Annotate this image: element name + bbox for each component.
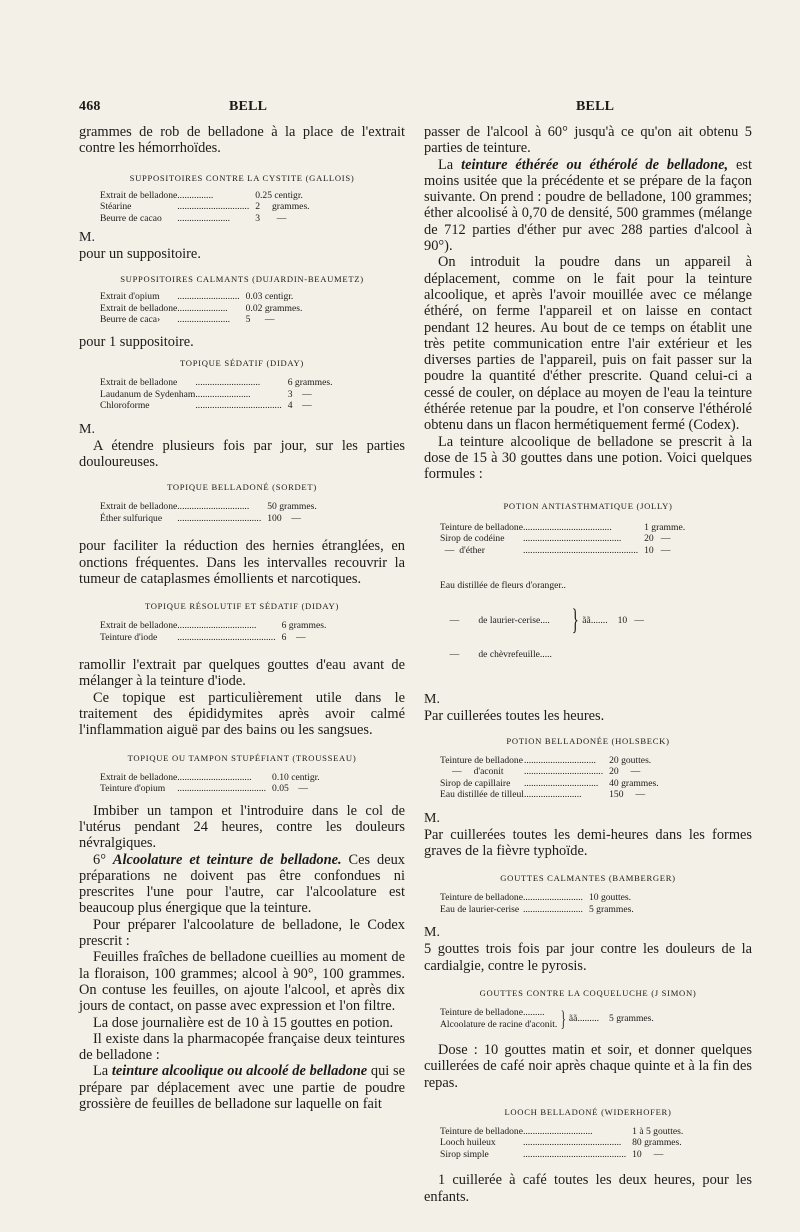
paragraph-text: qui se prépare par déplacement avec une partie de poudre grossière de feuilles de belladone sur laquelle on fait <box>79 1063 405 1112</box>
paragraph: La teinture alcoolique de belladone se prescrit à la dose de 15 à 30 gouttes dans une potion. Voici quelques formules : <box>424 433 752 483</box>
recipe-row <box>440 766 659 778</box>
recipe-suppositoires-calmants <box>79 274 405 326</box>
leader-dots: ................................. <box>177 620 257 632</box>
misce-label: M. <box>424 925 440 941</box>
recipe-potion-belladonee <box>424 736 752 801</box>
ingredient-name: Extrait de belladone <box>100 501 178 513</box>
leader-dots: ......................................... <box>177 631 276 643</box>
term-title: teinture alcoolique ou alcoolé de belladone <box>111 1063 368 1080</box>
recipe-row <box>100 632 326 644</box>
recipe-table <box>440 755 659 801</box>
ingredient-name: Stéarine <box>100 201 132 213</box>
recipe-row <box>440 522 685 534</box>
leader-dots: .............................. <box>177 201 250 213</box>
ingredient-name: Teinture de belladone <box>440 1125 523 1137</box>
ingredient-name: Teinture d'iode <box>100 631 158 643</box>
leader-dots: ...................... <box>177 212 231 224</box>
ingredient-quantity: 40 grammes. <box>609 777 659 789</box>
ingredient-name: — de laurier-cerise.... <box>440 614 550 626</box>
ingredient-quantity: 6 — <box>281 631 306 643</box>
ingredient-name: — d'éther <box>440 544 485 556</box>
ingredient-quantity: 0.05 — <box>272 783 308 795</box>
leader-dots: ................................................ <box>522 544 639 556</box>
recipe-title: SUPPOSITOIRES CONTRE LA CYSTITE (GALLOIS) <box>129 172 355 183</box>
recipe-row <box>100 291 302 303</box>
ingredient-name: — d'aconit <box>440 766 504 778</box>
paragraph: pour un suppositoire. <box>79 246 201 263</box>
recipe-table <box>100 620 326 643</box>
recipe-table <box>440 1126 683 1161</box>
section-number: 6° <box>93 851 106 868</box>
recipe-table <box>440 892 634 915</box>
ingredient-quantity: 100 — <box>267 512 301 524</box>
leader-dots: ........................ <box>523 789 582 801</box>
recipe-row <box>440 1149 683 1161</box>
ingredient-quantity: 1 gramme. <box>644 521 686 533</box>
ingredient-name: — de chèvrefeuille..... <box>440 649 552 661</box>
ingredient-quantity: 10 — <box>644 544 671 556</box>
recipe-title: TOPIQUE BELLADONÉ (SORDET) <box>167 482 317 493</box>
leader-dots: ....... <box>590 614 608 626</box>
ingredient-name: Looch huileux <box>440 1137 496 1149</box>
ingredient-quantity: 80 grammes. <box>632 1137 682 1149</box>
paragraph: Feuilles fraîches de belladone cueillies au moment de la floraison, 100 grammes; alcool à 90°, 100 grammes. On contuse les feuilles, on ajoute l'alcool, et après dix jours de contact, on passe avec expression et l'on filtre. <box>79 949 405 1015</box>
right-column <box>424 124 752 1205</box>
recipe-row <box>100 190 310 202</box>
ingredient-quantity: 2 grammes. <box>255 201 310 213</box>
ingredient-name: Chloroforme <box>100 400 150 412</box>
ingredient-quantity: 10 — <box>632 1148 664 1160</box>
paragraph-text: La <box>438 156 454 173</box>
recipe-title: POTION ANTIASTHMATIQUE (JOLLY) <box>503 500 673 511</box>
paragraph: A étendre plusieurs fois par jour, sur les parties douloureuses. <box>79 437 405 470</box>
leader-dots: ..................................... <box>522 521 612 533</box>
misce-label: M. <box>79 421 95 437</box>
leader-dots: ......................................... <box>522 1137 622 1149</box>
recipe-row <box>100 513 317 525</box>
paragraph: Imbiber un tampon et l'introduire dans le col de l'utérus pendant 24 heures, contre les douleurs névralgiques. <box>79 802 405 852</box>
ingredient-name: Sirop de codéine <box>440 533 505 545</box>
ingredient-name: Teinture de belladone <box>440 521 523 533</box>
ingredient-name: Eau de laurier-cerise <box>440 903 520 915</box>
ingredient-name: Teinture d'opium <box>100 783 166 795</box>
recipe-topique-belladone <box>79 482 405 524</box>
ingredient-quantity: 0.03 centigr. <box>245 291 294 303</box>
ingredient-quantity: 10 — <box>617 614 644 626</box>
leader-dots: ............... <box>177 189 214 201</box>
leader-dots: .............................. <box>177 501 250 513</box>
ingredient-quantity: 20 — <box>644 533 671 545</box>
section-title: Alcoolature et teinture de belladone. <box>112 851 342 868</box>
ingredient-quantity: 10 gouttes. <box>588 892 632 904</box>
paragraph-text: Ces deux préparations ne doivent pas être confondues ni prescrites l'une pour l'autre, car l'alcoolature est beaucoup plus énergique que la teinture. <box>79 851 405 917</box>
paragraph: Dose : 10 gouttes matin et soir, et donner quelques cuillerées de café noir après chaque quinte et à la fin des repas. <box>424 1042 752 1091</box>
leader-dots: ................................. <box>523 766 604 778</box>
leader-dots: ...................... <box>177 314 231 326</box>
recipe-row <box>440 1126 683 1138</box>
recipe-row <box>440 789 659 801</box>
ingredient-name: Eau distillée de fleurs d'oranger.. <box>440 580 566 592</box>
paragraph: ramollir l'extrait par quelques gouttes d'eau avant de mélanger à la teinture d'iode. <box>79 657 405 690</box>
ingredient-name: Teinture de belladone <box>440 754 523 766</box>
recipe-row <box>100 400 333 412</box>
ingredient-group-names <box>440 1007 557 1030</box>
recipe-table <box>440 522 685 557</box>
ingredient-quantity: 5 grammes. <box>588 903 634 915</box>
recipe-group-table <box>440 557 644 684</box>
leader-dots: ......................... <box>522 903 583 915</box>
recipe-topique-sedatif <box>79 358 405 412</box>
recipe-title: TOPIQUE OU TAMPON STUPÉFIANT (TROUSSEAU) <box>127 752 357 763</box>
paragraph: Par cuillerées toutes les heures. <box>424 707 605 724</box>
recipe-title: TOPIQUE RÉSOLUTIF ET SÉDATIF (DIDAY) <box>144 601 340 612</box>
leader-dots: ............................... <box>523 777 599 789</box>
left-running-head: BELL <box>229 99 268 114</box>
recipe-row <box>100 389 333 401</box>
recipe-row <box>100 314 302 326</box>
recipe-table <box>100 501 317 524</box>
ingredient-name: Laudanum de Sydenham <box>100 388 196 400</box>
recipe-row <box>440 904 634 916</box>
ingredient-quantity: 50 grammes. <box>267 501 317 513</box>
paragraph: On introduit la poudre dans un appareil à déplacement, comme on le fait pour la teinture alcoolique, et après l'avoir mouillée avec ce mélange éthéré, on ferme l'appareil et on laisse en contact pendant 12 heures. Au bout de ce temps on établit une très petite communication entre l'air extérieur et les diverses parties de l'appareil, puis on fait passer sur la poudre la quantité d'éther prescrite. Quand celui-ci a cessé de couler, on déplace au moyen de l'eau la teinture éthérée retenue par la poudre, et l'on conserve l'éthérolé obtenu dans un flacon hermétiquement fermé (Codex). <box>424 254 752 434</box>
ingredient-name: Sirop de capillaire <box>440 777 511 789</box>
recipe-title: GOUTTES CONTRE LA COQUELUCHE (J SIMON) <box>479 988 697 999</box>
paragraph-text: est moins usitée que la précédente et se prépare de la façon suivante. On prend : poudre de belladone, 100 grammes; éther alcoolisé à 0,70 de densité, 500 grammes (mélange de 712 parties d'éther pur avec 288 parties d'alcool à 90°). <box>424 156 752 255</box>
paragraph: Ce topique est particulièrement utile dans le traitement des épididymites après avoir calmé l'inflammation aiguë par des bains ou les sangsues. <box>79 689 405 739</box>
leader-dots: ........................... <box>195 377 261 389</box>
ingredient-name: Beurre de cacao <box>100 212 162 224</box>
recipe-title: LOOCH BELLADONÉ (WIDERHOFER) <box>504 1106 672 1117</box>
recipe-title: POTION BELLADONÉE (HOLSBECK) <box>506 735 670 746</box>
leader-dots: ................................... <box>177 512 262 524</box>
leader-dots: ............................... <box>177 771 252 783</box>
page-number: 468 <box>79 99 101 114</box>
recipe-title: SUPPOSITOIRES CALMANTS (DUJARDIN-BEAUMETZ) <box>120 274 364 285</box>
recipe-table <box>100 291 302 326</box>
misce-label: M. <box>79 230 95 246</box>
paragraph: pour 1 suppositoire. <box>79 333 194 350</box>
recipe-table <box>100 772 320 795</box>
misce-label: M. <box>424 691 440 707</box>
recipe-looch-belladone <box>424 1107 752 1161</box>
leader-dots: .................................... <box>195 400 282 412</box>
paragraph: La dose journalière est de 10 à 15 gouttes en potion. <box>93 1014 394 1031</box>
ingredient-name: Sirop simple <box>440 1148 489 1160</box>
leader-dots: ......................... <box>522 892 583 904</box>
ana-mark: ãã <box>582 614 591 626</box>
leader-dots: ............................. <box>522 1125 593 1137</box>
recipe-suppositoires-cystite <box>79 173 405 225</box>
ingredient-quantity: 6 grammes. <box>287 377 333 389</box>
ingredient-quantity: 3 — <box>287 388 312 400</box>
leader-dots: ......................................... <box>522 533 622 545</box>
recipe-row <box>100 620 326 632</box>
paragraph: pour faciliter la réduction des hernies étranglées, en onctions fréquentes. Dans les intervalles recouvrir la tumeur de cataplasmes émollients et narcotiques. <box>79 538 405 587</box>
paragraph: 5 gouttes trois fois par jour contre les douleurs de la cardialgie, contre le pyrosis. <box>424 941 752 974</box>
recipe-row <box>440 892 634 904</box>
ingredient-quantity: 5 grammes. <box>609 1012 654 1024</box>
recipe-row <box>100 201 310 213</box>
recipe-row <box>100 377 333 389</box>
leader-dots: ..................... <box>177 302 228 314</box>
recipe-row <box>100 772 320 784</box>
paragraph-teinture-etheree <box>424 157 752 255</box>
recipe-row <box>100 783 320 795</box>
ingredient-name: Extrait de belladone <box>100 620 178 632</box>
leader-dots: .............................. <box>523 754 596 766</box>
left-column <box>79 124 405 1112</box>
recipe-row <box>440 1137 683 1149</box>
recipe-title: GOUTTES CALMANTES (BAMBERGER) <box>500 873 676 884</box>
recipe-row <box>440 778 659 790</box>
ingredient-name: Teinture de belladone......... <box>440 1007 545 1019</box>
misce-label: M. <box>424 810 440 826</box>
paragraph-teinture-alcoolique <box>79 1063 405 1112</box>
ingredient-name: Extrait d'opium <box>100 291 160 303</box>
recipe-potion-antiasthmatique <box>424 501 752 684</box>
ingredient-name: Alcoolature de racine d'aconit. <box>440 1018 558 1030</box>
ingredient-name: Extrait de belladone <box>100 771 178 783</box>
ingredient-name: Éther sulfurique <box>100 512 163 524</box>
ingredient-quantity: 6 grammes. <box>281 620 327 632</box>
recipe-group-row <box>440 557 644 684</box>
leader-dots: ......... <box>577 1012 600 1024</box>
recipe-topique-resolutif <box>79 601 405 643</box>
ingredient-name: Teinture de belladone <box>440 892 523 904</box>
paragraph-alcoolature <box>79 852 405 917</box>
ingredient-name: Eau distillée de tilleul <box>440 789 524 801</box>
leader-dots: .......................... <box>177 291 240 303</box>
ingredient-quantity: 0.10 centigr. <box>272 771 320 783</box>
ingredient-name: Beurre de caca› <box>100 314 161 326</box>
ingredient-name: Extrait de belladone <box>100 189 178 201</box>
recipe-gouttes-calmantes <box>424 873 752 915</box>
ingredient-quantity: 5 — <box>245 314 275 326</box>
paragraph: Pour préparer l'alcoolature de belladone, le Codex prescrit : <box>79 916 405 950</box>
recipe-title: TOPIQUE SÉDATIF (DIDAY) <box>180 358 304 369</box>
recipe-row <box>100 303 302 315</box>
leader-dots: ....................... <box>195 388 251 400</box>
ingredient-name: Extrait de belladone <box>100 377 178 389</box>
ingredient-group-names <box>440 557 566 684</box>
paragraph: Par cuillerées toutes les demi-heures dans les formes graves de la fièvre typhoïde. <box>424 826 752 860</box>
recipe-row <box>100 213 310 225</box>
right-running-head: BELL <box>576 99 615 114</box>
ingredient-name: Extrait de belladone <box>100 302 178 314</box>
recipe-group-table <box>440 1007 654 1030</box>
paragraph: 1 cuillerée à café toutes les deux heures, pour les enfants. <box>424 1172 752 1205</box>
recipe-row <box>440 533 685 545</box>
paragraph: Il existe dans la pharmacopée française deux teintures de belladone : <box>79 1030 405 1064</box>
ingredient-quantity: 20 — <box>609 766 641 778</box>
ingredient-quantity: 0.02 grammes. <box>245 302 303 314</box>
term-title: teinture éthérée ou éthérolé de belladone, <box>461 156 729 173</box>
ingredient-quantity: 3 — <box>255 212 287 224</box>
paragraph-text: La <box>93 1063 109 1080</box>
leader-dots: ..................................... <box>177 783 267 795</box>
recipe-group-row <box>440 1007 654 1030</box>
brace: } <box>571 603 579 637</box>
leader-dots: ........................................... <box>522 1148 627 1160</box>
ingredient-quantity: 1 à 5 gouttes. <box>632 1125 684 1137</box>
paragraph: grammes de rob de belladone à la place de l'extrait contre les hémorrhoïdes. <box>79 124 405 157</box>
recipe-gouttes-coqueluche <box>424 988 752 1030</box>
recipe-row <box>440 755 659 767</box>
recipe-row <box>440 545 685 557</box>
recipe-tampon-stupefiant <box>79 753 405 795</box>
recipe-table <box>100 377 333 412</box>
ingredient-quantity: 150 — <box>609 789 646 801</box>
ingredient-quantity: 0.25 centigr. <box>255 189 303 201</box>
ingredient-quantity: 20 gouttes. <box>609 754 652 766</box>
ingredient-quantity: 4 — <box>287 400 312 412</box>
ana-mark: ãã <box>568 1012 578 1024</box>
recipe-row <box>100 501 317 513</box>
brace: } <box>560 1005 567 1031</box>
paragraph: passer de l'alcool à 60° jusqu'à ce qu'on ait obtenu 5 parties de teinture. <box>424 124 752 157</box>
recipe-table <box>100 190 310 225</box>
